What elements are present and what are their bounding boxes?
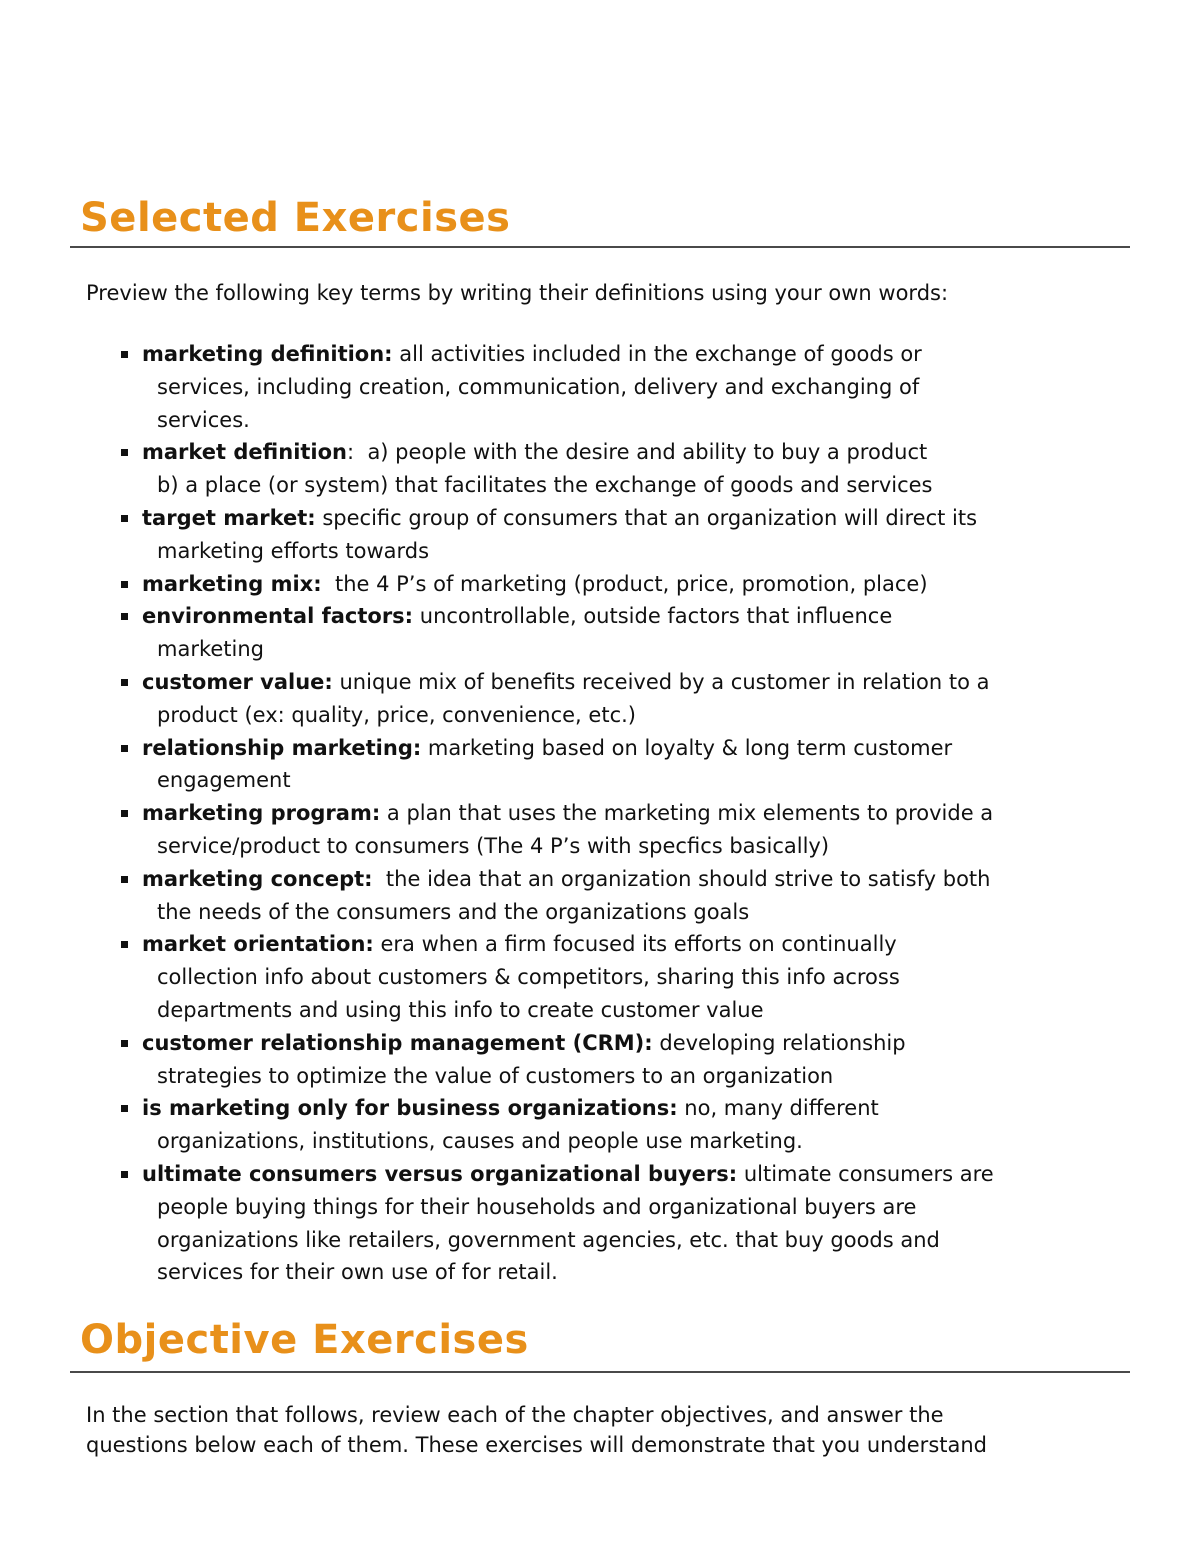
key-term-item	[118, 1027, 1118, 1093]
square-bullet-icon	[121, 581, 128, 588]
square-bullet-icon	[121, 1171, 128, 1178]
square-bullet-icon	[121, 449, 128, 456]
term-continuation-line: marketing	[157, 637, 264, 662]
key-term-item	[118, 502, 1118, 568]
term-definition: uncontrollable, outside factors that influence	[413, 604, 893, 629]
term-first-line	[142, 436, 1118, 469]
objective-intro-line: In the section that follows, review each of the chapter objectives, and answer the	[86, 1403, 944, 1427]
term-definition: a plan that uses the marketing mix elements to provide a	[380, 801, 994, 826]
term-continuation-line: departments and using this info to create customer value	[157, 997, 764, 1022]
square-bullet-icon	[121, 613, 128, 620]
term-definition: all activities included in the exchange of goods or	[392, 342, 922, 366]
key-term-item	[118, 1092, 1118, 1158]
term-definition: the 4 P’s of marketing (product, price, promotion, place)	[321, 571, 928, 596]
key-terms-list	[118, 338, 1118, 1289]
term-continuation-line: collection info about customers & competitors, sharing this info across	[157, 965, 900, 990]
term-continuation-line: services.	[157, 407, 250, 432]
term-name: customer relationship management (CRM):	[142, 1030, 653, 1055]
term-definition: : a) people with the desire and ability to buy a product	[347, 440, 928, 465]
term-continuation-line: marketing efforts towards	[157, 538, 430, 563]
key-term-item	[118, 600, 1118, 666]
term-continuation-line: strategies to optimize the value of customers to an organization	[157, 1063, 834, 1088]
term-first-line	[142, 928, 1118, 961]
key-term-item	[118, 732, 1118, 798]
square-bullet-icon	[121, 1105, 128, 1112]
term-continuation-line: people buying things for their households and organizational buyers are	[157, 1194, 917, 1219]
term-name: customer value:	[142, 669, 333, 694]
term-first-line	[142, 1027, 1118, 1060]
term-name: marketing concept:	[142, 866, 373, 891]
key-term-item	[118, 666, 1118, 732]
square-bullet-icon	[121, 745, 128, 752]
term-name: marketing program:	[142, 801, 381, 826]
key-term-item	[118, 436, 1118, 502]
term-name: target market:	[142, 505, 316, 530]
square-bullet-icon	[121, 351, 128, 358]
section-divider	[70, 246, 1130, 248]
term-definition: no, many different	[677, 1096, 879, 1121]
square-bullet-icon	[121, 941, 128, 948]
term-definition: ultimate consumers are	[737, 1161, 994, 1186]
square-bullet-icon	[121, 515, 128, 522]
objective-intro-line: questions below each of them. These exercises will demonstrate that you understand	[86, 1433, 988, 1457]
selected-exercises-heading: Selected Exercises	[80, 195, 511, 241]
key-term-item	[118, 928, 1118, 1026]
square-bullet-icon	[121, 1040, 128, 1047]
term-name: marketing mix:	[142, 571, 322, 596]
square-bullet-icon	[121, 679, 128, 686]
term-name: ultimate consumers versus organizational buyers:	[142, 1161, 738, 1186]
term-continuation-line: product (ex: quality, price, convenience, etc.)	[157, 702, 636, 727]
key-term-item	[118, 1158, 1118, 1289]
square-bullet-icon	[121, 876, 128, 883]
term-first-line	[142, 863, 1118, 896]
section-divider	[70, 1371, 1130, 1373]
term-name: market definition	[142, 440, 348, 465]
term-first-line	[142, 732, 1118, 765]
term-continuation-line: the needs of the consumers and the organizations goals	[157, 899, 750, 924]
term-name: market orientation:	[142, 932, 374, 957]
term-continuation-line: b) a place (or system) that facilitates the exchange of goods and services	[157, 473, 933, 498]
selected-exercises-intro: Preview the following key terms by writing their definitions using your own words:	[86, 281, 949, 305]
term-definition: the idea that an organization should strive to satisfy both	[372, 866, 991, 891]
term-definition: specific group of consumers that an organization will direct its	[315, 505, 978, 530]
objective-exercises-heading: Objective Exercises	[80, 1317, 529, 1363]
key-term-item	[118, 863, 1118, 929]
term-definition: era when a firm focused its efforts on continually	[373, 932, 897, 957]
term-first-line	[142, 568, 1118, 601]
square-bullet-icon	[121, 810, 128, 817]
term-name: environmental factors:	[142, 604, 414, 629]
term-definition: developing relationship	[652, 1030, 906, 1055]
term-first-line	[142, 600, 1118, 633]
term-continuation-line: service/product to consumers (The 4 P’s with specfics basically)	[157, 833, 830, 858]
term-first-line	[142, 666, 1118, 699]
term-definition: unique mix of benefits received by a customer in relation to a	[332, 669, 990, 694]
term-first-line	[142, 338, 1118, 371]
term-first-line	[142, 1092, 1118, 1125]
term-name: is marketing only for business organizations:	[142, 1096, 678, 1121]
term-first-line	[142, 797, 1118, 830]
key-term-item	[118, 338, 1118, 436]
term-continuation-line: services, including creation, communication, delivery and exchanging of	[157, 374, 920, 399]
term-continuation-line: engagement	[157, 768, 291, 793]
key-term-item	[118, 797, 1118, 863]
term-continuation-line: organizations like retailers, government agencies, etc. that buy goods and	[157, 1227, 940, 1252]
term-name: relationship marketing:	[142, 735, 422, 760]
term-first-line	[142, 1158, 1118, 1191]
term-first-line	[142, 502, 1118, 535]
term-name: marketing definition:	[142, 342, 393, 366]
key-term-item	[118, 568, 1118, 601]
term-continuation-line: organizations, institutions, causes and people use marketing.	[157, 1129, 803, 1154]
term-definition: marketing based on loyalty & long term customer	[421, 735, 953, 760]
term-continuation-line: services for their own use of for retail.	[157, 1260, 558, 1285]
